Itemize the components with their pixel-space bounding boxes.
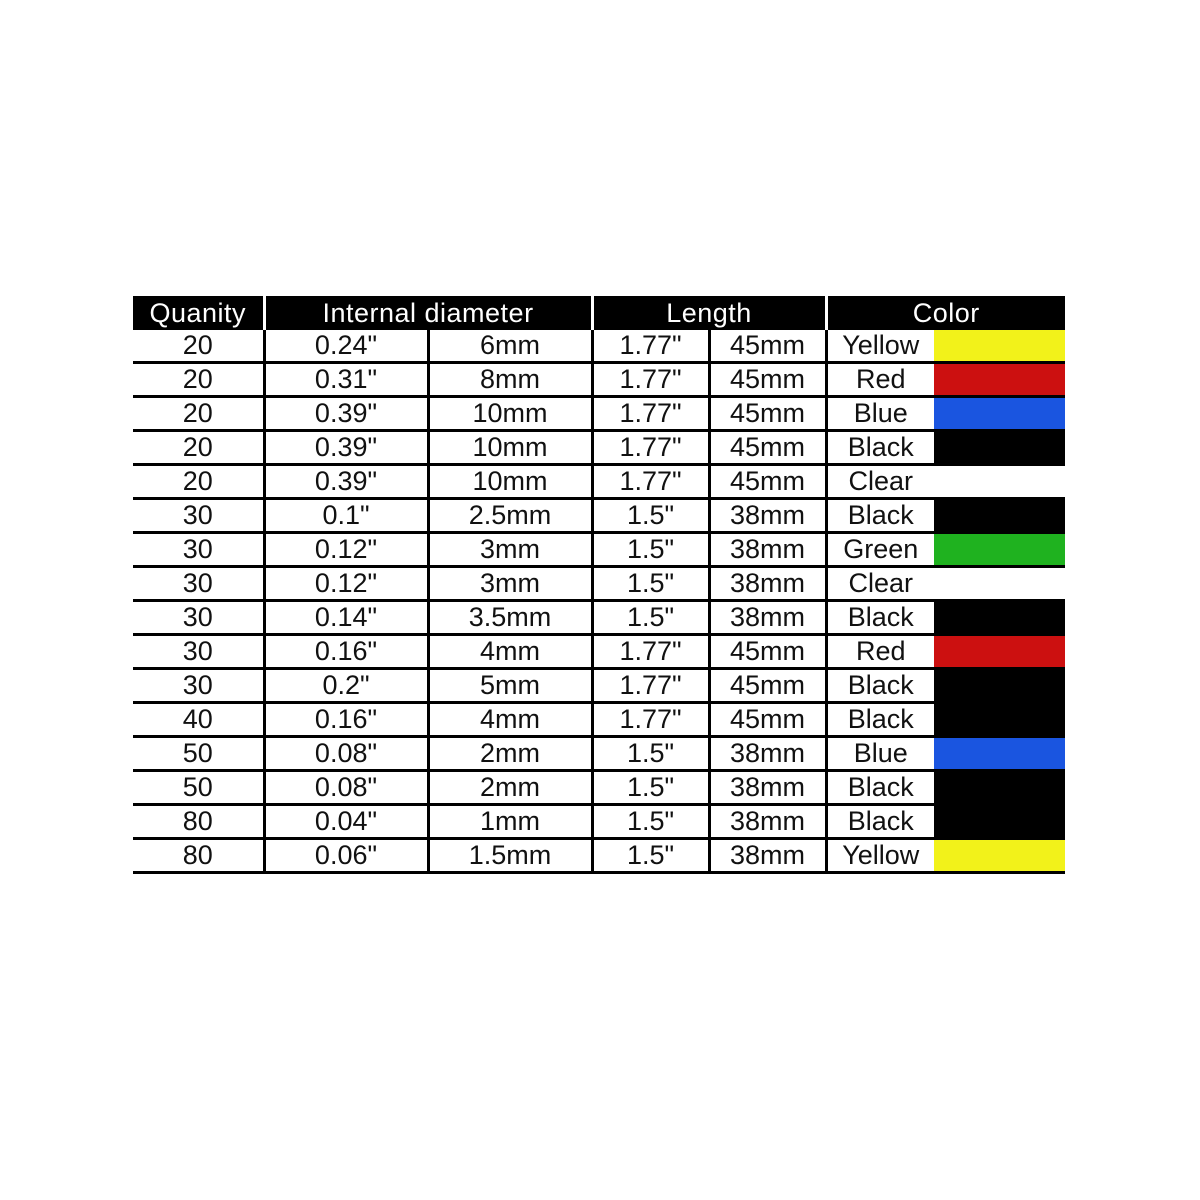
- internal-diameter-inch-cell: 0.39": [264, 431, 428, 465]
- table-row: [133, 805, 1065, 839]
- color-name-cell: Yellow: [826, 839, 934, 873]
- color-name-cell: Red: [826, 363, 934, 397]
- color-name-cell: Black: [826, 601, 934, 635]
- length-inch-cell: 1.5": [592, 567, 709, 601]
- color-name-cell: Black: [826, 431, 934, 465]
- length-inch-cell: 1.5": [592, 839, 709, 873]
- quantity-cell: 50: [133, 771, 264, 805]
- quantity-cell: 40: [133, 703, 264, 737]
- internal-diameter-mm-cell: 10mm: [428, 465, 592, 499]
- color-swatch: [934, 805, 1065, 839]
- length-inch-cell: 1.5": [592, 771, 709, 805]
- quantity-cell: 20: [133, 465, 264, 499]
- internal-diameter-mm-cell: 10mm: [428, 397, 592, 431]
- header-row: [133, 296, 1065, 330]
- length-inch-cell: 1.77": [592, 703, 709, 737]
- table-row: [133, 669, 1065, 703]
- table-row: [133, 737, 1065, 771]
- color-swatch: [934, 431, 1065, 465]
- internal-diameter-mm-cell: 3mm: [428, 533, 592, 567]
- quantity-cell: 80: [133, 805, 264, 839]
- color-name-cell: Clear: [826, 567, 934, 601]
- quantity-cell: 30: [133, 499, 264, 533]
- color-swatch: [934, 771, 1065, 805]
- color-name-cell: Black: [826, 499, 934, 533]
- length-inch-cell: 1.77": [592, 635, 709, 669]
- length-inch-cell: 1.77": [592, 431, 709, 465]
- header-color: Color: [826, 296, 1065, 330]
- color-name-cell: Black: [826, 771, 934, 805]
- table-row: [133, 703, 1065, 737]
- tubing-spec-table: [133, 296, 1065, 874]
- color-swatch: [934, 363, 1065, 397]
- table-row: [133, 839, 1065, 873]
- quantity-cell: 50: [133, 737, 264, 771]
- length-mm-cell: 45mm: [709, 431, 826, 465]
- internal-diameter-mm-cell: 8mm: [428, 363, 592, 397]
- color-swatch: [934, 737, 1065, 771]
- internal-diameter-mm-cell: 3.5mm: [428, 601, 592, 635]
- color-swatch: [934, 635, 1065, 669]
- internal-diameter-mm-cell: 1mm: [428, 805, 592, 839]
- length-mm-cell: 38mm: [709, 839, 826, 873]
- table-row: [133, 431, 1065, 465]
- internal-diameter-inch-cell: 0.31": [264, 363, 428, 397]
- color-name-cell: Clear: [826, 465, 934, 499]
- length-inch-cell: 1.77": [592, 465, 709, 499]
- internal-diameter-inch-cell: 0.12": [264, 567, 428, 601]
- color-name-cell: Blue: [826, 737, 934, 771]
- internal-diameter-inch-cell: 0.16": [264, 703, 428, 737]
- quantity-cell: 20: [133, 397, 264, 431]
- table-row: [133, 567, 1065, 601]
- quantity-cell: 30: [133, 669, 264, 703]
- quantity-cell: 30: [133, 601, 264, 635]
- length-inch-cell: 1.77": [592, 397, 709, 431]
- length-mm-cell: 38mm: [709, 601, 826, 635]
- table-row: [133, 465, 1065, 499]
- color-name-cell: Black: [826, 669, 934, 703]
- length-mm-cell: 45mm: [709, 703, 826, 737]
- color-swatch: [934, 533, 1065, 567]
- length-mm-cell: 38mm: [709, 771, 826, 805]
- quantity-cell: 20: [133, 431, 264, 465]
- table-row: [133, 601, 1065, 635]
- table-header: [133, 296, 1065, 330]
- header-internal-diameter: Internal diameter: [264, 296, 592, 330]
- length-mm-cell: 45mm: [709, 635, 826, 669]
- internal-diameter-mm-cell: 10mm: [428, 431, 592, 465]
- table-row: [133, 397, 1065, 431]
- length-mm-cell: 45mm: [709, 363, 826, 397]
- color-swatch: [934, 601, 1065, 635]
- internal-diameter-inch-cell: 0.2": [264, 669, 428, 703]
- length-mm-cell: 45mm: [709, 669, 826, 703]
- internal-diameter-inch-cell: 0.39": [264, 397, 428, 431]
- quantity-cell: 20: [133, 363, 264, 397]
- color-swatch: [934, 703, 1065, 737]
- length-mm-cell: 38mm: [709, 805, 826, 839]
- color-swatch: [934, 839, 1065, 873]
- internal-diameter-inch-cell: 0.12": [264, 533, 428, 567]
- table-row: [133, 330, 1065, 363]
- length-mm-cell: 45mm: [709, 397, 826, 431]
- internal-diameter-mm-cell: 3mm: [428, 567, 592, 601]
- length-inch-cell: 1.77": [592, 330, 709, 363]
- table-body: [133, 330, 1065, 873]
- internal-diameter-inch-cell: 0.1": [264, 499, 428, 533]
- length-inch-cell: 1.5": [592, 601, 709, 635]
- internal-diameter-mm-cell: 4mm: [428, 635, 592, 669]
- header-length: Length: [592, 296, 826, 330]
- internal-diameter-inch-cell: 0.24": [264, 330, 428, 363]
- length-inch-cell: 1.5": [592, 499, 709, 533]
- length-inch-cell: 1.77": [592, 669, 709, 703]
- quantity-cell: 30: [133, 567, 264, 601]
- length-mm-cell: 38mm: [709, 533, 826, 567]
- length-mm-cell: 45mm: [709, 465, 826, 499]
- length-mm-cell: 45mm: [709, 330, 826, 363]
- length-inch-cell: 1.5": [592, 533, 709, 567]
- internal-diameter-inch-cell: 0.08": [264, 771, 428, 805]
- quantity-cell: 20: [133, 330, 264, 363]
- internal-diameter-inch-cell: 0.08": [264, 737, 428, 771]
- length-mm-cell: 38mm: [709, 737, 826, 771]
- quantity-cell: 30: [133, 533, 264, 567]
- color-swatch: [934, 330, 1065, 363]
- quantity-cell: 80: [133, 839, 264, 873]
- internal-diameter-mm-cell: 5mm: [428, 669, 592, 703]
- color-swatch: [934, 567, 1065, 601]
- table-row: [133, 771, 1065, 805]
- color-name-cell: Blue: [826, 397, 934, 431]
- internal-diameter-inch-cell: 0.04": [264, 805, 428, 839]
- internal-diameter-inch-cell: 0.14": [264, 601, 428, 635]
- internal-diameter-mm-cell: 2mm: [428, 737, 592, 771]
- table-row: [133, 499, 1065, 533]
- length-mm-cell: 38mm: [709, 567, 826, 601]
- color-name-cell: Green: [826, 533, 934, 567]
- table-row: [133, 533, 1065, 567]
- quantity-cell: 30: [133, 635, 264, 669]
- internal-diameter-inch-cell: 0.16": [264, 635, 428, 669]
- internal-diameter-mm-cell: 1.5mm: [428, 839, 592, 873]
- color-swatch: [934, 465, 1065, 499]
- length-inch-cell: 1.5": [592, 737, 709, 771]
- internal-diameter-mm-cell: 6mm: [428, 330, 592, 363]
- color-name-cell: Black: [826, 703, 934, 737]
- color-swatch: [934, 669, 1065, 703]
- header-quantity: Quanity: [133, 296, 264, 330]
- internal-diameter-mm-cell: 2.5mm: [428, 499, 592, 533]
- color-name-cell: Black: [826, 805, 934, 839]
- length-mm-cell: 38mm: [709, 499, 826, 533]
- internal-diameter-mm-cell: 2mm: [428, 771, 592, 805]
- color-name-cell: Yellow: [826, 330, 934, 363]
- table-row: [133, 635, 1065, 669]
- table-row: [133, 363, 1065, 397]
- length-inch-cell: 1.77": [592, 363, 709, 397]
- internal-diameter-mm-cell: 4mm: [428, 703, 592, 737]
- length-inch-cell: 1.5": [592, 805, 709, 839]
- internal-diameter-inch-cell: 0.39": [264, 465, 428, 499]
- color-name-cell: Red: [826, 635, 934, 669]
- internal-diameter-inch-cell: 0.06": [264, 839, 428, 873]
- color-swatch: [934, 397, 1065, 431]
- color-swatch: [934, 499, 1065, 533]
